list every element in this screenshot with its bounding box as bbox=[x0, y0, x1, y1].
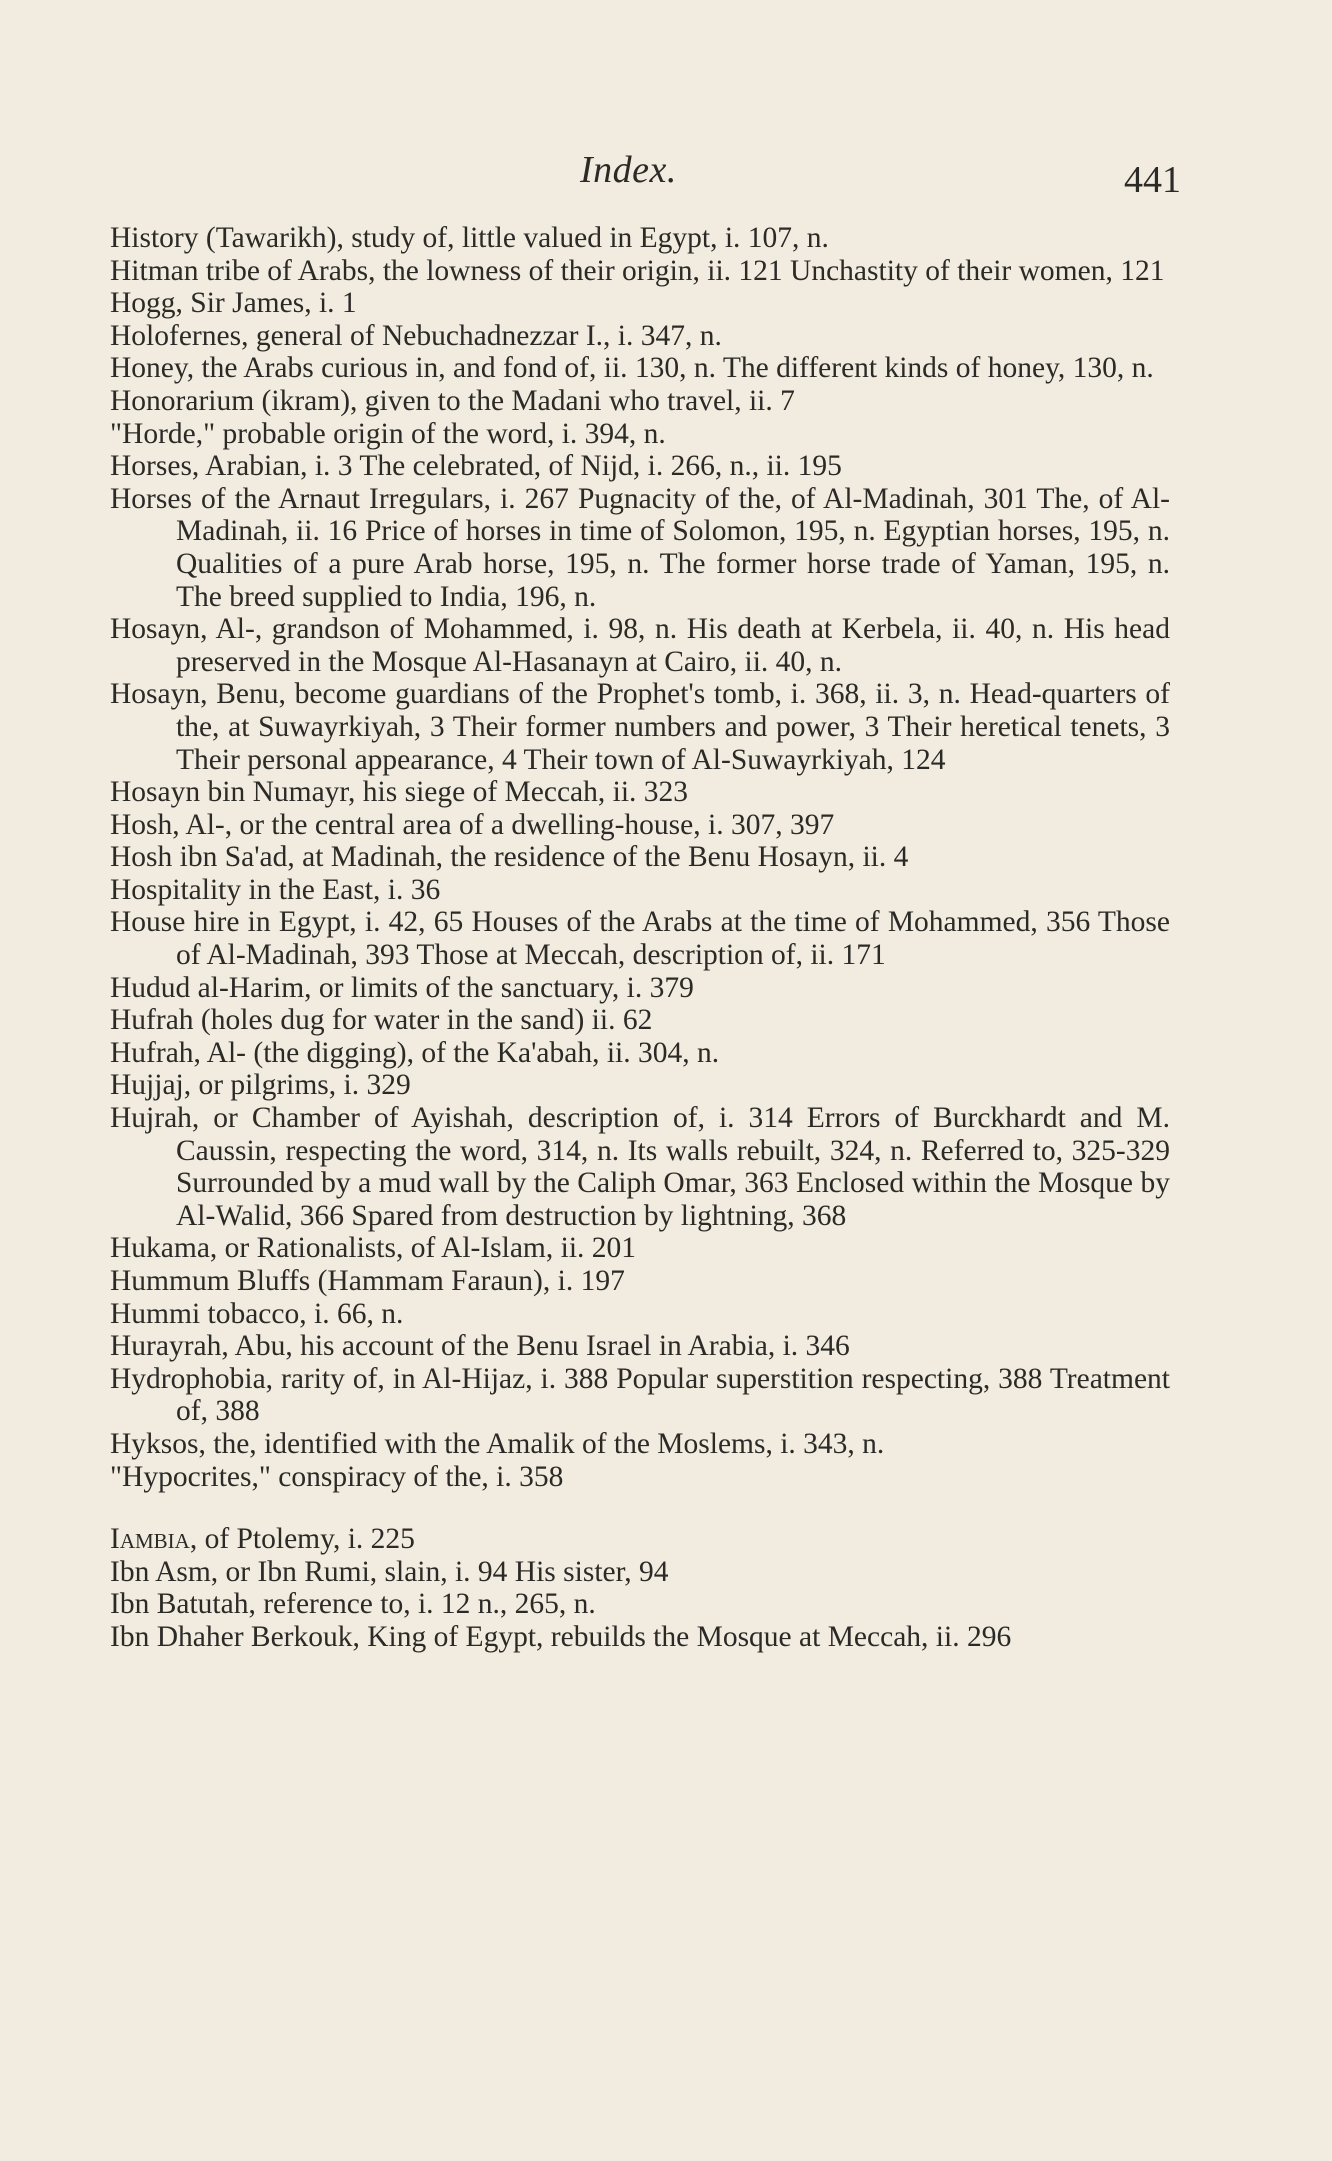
index-entry bbox=[110, 1523, 1170, 1556]
index-entry bbox=[110, 678, 1170, 776]
section-gap bbox=[110, 1493, 1170, 1523]
entry-text: , of Ptolemy, i. 225 bbox=[189, 1523, 415, 1556]
entry-text: Hogg, Sir James, i. 1 bbox=[110, 287, 357, 320]
index-entry bbox=[110, 1588, 1170, 1621]
entry-text: Hudud al-Harim, or limits of the sanctuary, i. 379 bbox=[110, 971, 694, 1004]
entry-text: Horses of the Arnaut Irregulars, i. 267 Pugnacity of the, of Al-Madinah, 301 The, of Al-Madinah, ii. 16 Price of horses in time of Solomon, 195, n. Egyptian horses, 195, n. Qualities of a pure Arab horse, 195, n. The former horse trade of Yaman, 195, n. The breed supplied to India, 196, n. bbox=[110, 482, 1170, 613]
entry-text: Hummi tobacco, i. 66, n. bbox=[110, 1297, 404, 1330]
entry-text: Hosayn bin Numayr, his siege of Meccah, ii. 323 bbox=[110, 776, 689, 809]
index-entry bbox=[110, 287, 1170, 320]
entry-text: Ibn Batutah, reference to, i. 12 n., 265, n. bbox=[110, 1588, 596, 1621]
index-entry bbox=[110, 1069, 1170, 1102]
entry-text: Horses, Arabian, i. 3 The celebrated, of Nijd, i. 266, n., ii. 195 bbox=[110, 450, 842, 483]
entry-text: Hujjaj, or pilgrims, i. 329 bbox=[110, 1069, 411, 1102]
index-section-h bbox=[110, 222, 1170, 1493]
index-entry bbox=[110, 874, 1170, 907]
entry-text: Ibn Dhaher Berkouk, King of Egypt, rebuilds the Mosque at Meccah, ii. 296 bbox=[110, 1620, 1012, 1653]
index-entry bbox=[110, 255, 1170, 288]
index-entry bbox=[110, 841, 1170, 874]
index-section-i bbox=[110, 1523, 1170, 1653]
entry-text: Ibn Asm, or Ibn Rumi, slain, i. 94 His sister, 94 bbox=[110, 1555, 669, 1588]
entry-text: "Horde," probable origin of the word, i. 394, n. bbox=[110, 417, 666, 450]
index-entry bbox=[110, 1004, 1170, 1037]
index-entry bbox=[110, 613, 1170, 678]
entry-text: Hukama, or Rationalists, of Al-Islam, ii. 201 bbox=[110, 1232, 637, 1265]
index-entry bbox=[110, 1330, 1170, 1363]
index-entry bbox=[110, 320, 1170, 353]
index-entry bbox=[110, 1428, 1170, 1461]
index-entry bbox=[110, 1556, 1170, 1589]
running-head bbox=[0, 142, 1332, 201]
entry-text: Honey, the Arabs curious in, and fond of, ii. 130, n. The different kinds of honey, 130, n. bbox=[110, 352, 1154, 385]
page-title: Index. bbox=[580, 149, 677, 191]
entry-text: Hufrah, Al- (the digging), of the Ka'abah, ii. 304, n. bbox=[110, 1036, 720, 1069]
entry-text: "Hypocrites," conspiracy of the, i. 358 bbox=[110, 1460, 564, 1493]
entry-text: Holofernes, general of Nebuchadnezzar I., i. 347, n. bbox=[110, 319, 722, 352]
index-entry bbox=[110, 418, 1170, 451]
index-entry bbox=[110, 1232, 1170, 1265]
index-entry bbox=[110, 1461, 1170, 1494]
index-entry bbox=[110, 450, 1170, 483]
entry-text: Hurayrah, Abu, his account of the Benu Israel in Arabia, i. 346 bbox=[110, 1330, 850, 1363]
entry-text: Hujrah, or Chamber of Ayishah, description of, i. 314 Errors of Burckhardt and M. Caussin, respecting the word, 314, n. Its walls rebuilt, 324, n. Referred to, 325-329 Surrounded by a mud wall by the Caliph Omar, 363 Enclosed within the Mosque by Al-Walid, 366 Spared from destruction by lightning, 368 bbox=[110, 1102, 1170, 1232]
index-entry bbox=[110, 776, 1170, 809]
index-entry bbox=[110, 1298, 1170, 1331]
entry-text: Hosayn, Benu, become guardians of the Prophet's tomb, i. 368, ii. 3, n. Head-quarters of the, at Suwayrkiyah, 3 Their former numbers and power, 3 Their heretical tenets, 3 Their personal appearance, 4 Their town of Al-Suwayrkiyah, 124 bbox=[110, 678, 1170, 776]
index-entry bbox=[110, 222, 1170, 255]
index-entry bbox=[110, 972, 1170, 1005]
entry-text: Hummum Bluffs (Hammam Faraun), i. 197 bbox=[110, 1265, 625, 1297]
index-entry bbox=[110, 352, 1170, 385]
index-list bbox=[110, 222, 1170, 1654]
entry-text: Hosh ibn Sa'ad, at Madinah, the residence of the Benu Hosayn, ii. 4 bbox=[110, 841, 909, 874]
index-entry bbox=[110, 483, 1170, 613]
index-entry bbox=[110, 1621, 1170, 1654]
entry-text: Hydrophobia, rarity of, in Al-Hijaz, i. 388 Popular superstition respecting, 388 Treatment of, 388 bbox=[110, 1362, 1170, 1428]
page-number: 441 bbox=[1124, 159, 1181, 201]
entry-text: Hospitality in the East, i. 36 bbox=[110, 873, 441, 906]
index-entry bbox=[110, 906, 1170, 971]
index-entry bbox=[110, 1363, 1170, 1428]
entry-text: Hosh, Al-, or the central area of a dwelling-house, i. 307, 397 bbox=[110, 808, 835, 841]
entry-text: Hufrah (holes dug for water in the sand) ii. 62 bbox=[110, 1004, 653, 1037]
index-entry bbox=[110, 1102, 1170, 1232]
entry-text: Honorarium (ikram), given to the Madani who travel, ii. 7 bbox=[110, 384, 795, 417]
entry-text: Hyksos, the, identified with the Amalik of the Moslems, i. 343, n. bbox=[110, 1427, 885, 1460]
entry-heading: Iambia bbox=[110, 1523, 190, 1556]
index-entry bbox=[110, 1265, 1170, 1298]
entry-text: House hire in Egypt, i. 42, 65 Houses of the Arabs at the time of Mohammed, 356 Those of Al-Madinah, 393 Those at Meccah, description of, ii. 171 bbox=[110, 906, 1170, 972]
entry-text: Hosayn, Al-, grandson of Mohammed, i. 98, n. His death at Kerbela, ii. 40, n. His head preserved in the Mosque Al-Hasanayn at Cairo, ii. 40, n. bbox=[110, 613, 1170, 678]
entry-text: History (Tawarikh), study of, little valued in Egypt, i. 107, n. bbox=[110, 222, 829, 254]
entry-text: Hitman tribe of Arabs, the lowness of their origin, ii. 121 Unchastity of their women, 121 bbox=[110, 254, 1165, 287]
index-entry bbox=[110, 385, 1170, 418]
index-entry bbox=[110, 1037, 1170, 1070]
index-entry bbox=[110, 809, 1170, 842]
